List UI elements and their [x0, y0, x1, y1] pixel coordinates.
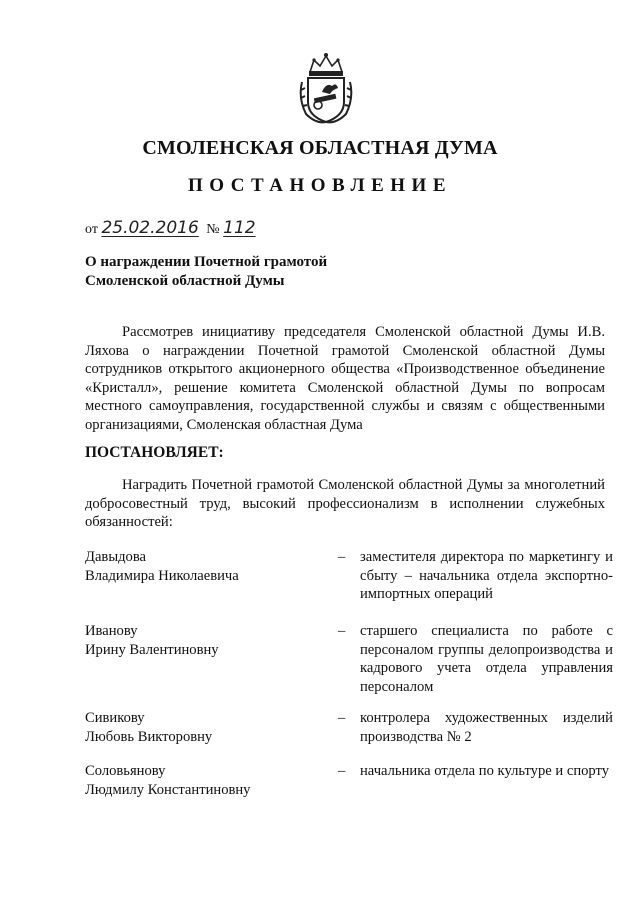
awardee-position: начальника отдела по культуре и спорту — [360, 763, 610, 779]
document-type-title: ПОСТАНОВЛЕНИЕ — [187, 175, 453, 196]
entry-dash: – — [338, 763, 346, 779]
awardee-name — [85, 762, 325, 799]
awardee-given-name: Владимира Николаевича — [85, 567, 239, 584]
award-paragraph: Наградить Почетной грамотой Смоленской областной Думы за многолетний добросовестный труд, высокий профессионализм в исполнении служебных обязанностей: — [85, 477, 605, 531]
document-subject — [85, 253, 385, 291]
date-number-line — [85, 218, 256, 238]
awardee-surname: Иванову — [85, 623, 138, 639]
organization-title: СМОЛЕНСКАЯ ОБЛАСТНАЯ ДУМА — [142, 137, 498, 159]
number-label: № — [206, 222, 220, 237]
entry-dash: – — [338, 549, 346, 565]
document-number: 112 — [223, 218, 256, 238]
subject-line-1: О награждении Почетной грамотой — [85, 254, 328, 270]
awardee-surname: Сивикову — [85, 710, 145, 726]
awardee-surname: Давыдова — [85, 549, 147, 565]
awardee-name — [85, 548, 325, 585]
document-date: 25.02.2016 — [101, 218, 199, 238]
date-from-label: от — [85, 222, 98, 237]
awardee-name — [85, 709, 325, 746]
awardee-given-name: Людмилу Константиновну — [85, 781, 251, 798]
awardee-position: заместителя директора по маркетингу и сбыту – начальника отдела экспортно-импортных операций — [360, 549, 613, 603]
awardee-position: контролера художественных изделий производства № 2 — [360, 710, 613, 745]
awardee-surname: Соловьянову — [85, 763, 166, 779]
resolves-heading: ПОСТАНОВЛЯЕТ: — [85, 444, 224, 461]
entry-dash: – — [338, 710, 346, 726]
awardee-position: старшего специалиста по работе с персоналом группы делопроизводства и кадрового учета отдела управления персоналом — [360, 623, 613, 695]
subject-line-2: Смоленской областной Думы — [85, 273, 285, 289]
entry-dash: – — [338, 623, 346, 639]
smolensk-coat-of-arms-icon — [296, 52, 356, 124]
awardee-given-name: Любовь Викторовну — [85, 728, 213, 745]
preamble-paragraph: Рассмотрев инициативу председателя Смоленской областной Думы И.В. Ляхова о награждении Почетной грамотой Смоленской областной Думы сотрудников открытого акционерного общества «Производственное объединение «Кристалл», решение комитета Смоленской областной Думы по вопросам местного самоуправления, государственной службы и связям с общественными организациями, Смоленская областная Дума — [85, 324, 605, 433]
awardee-name — [85, 622, 325, 659]
awardee-given-name: Ирину Валентиновну — [85, 641, 219, 658]
